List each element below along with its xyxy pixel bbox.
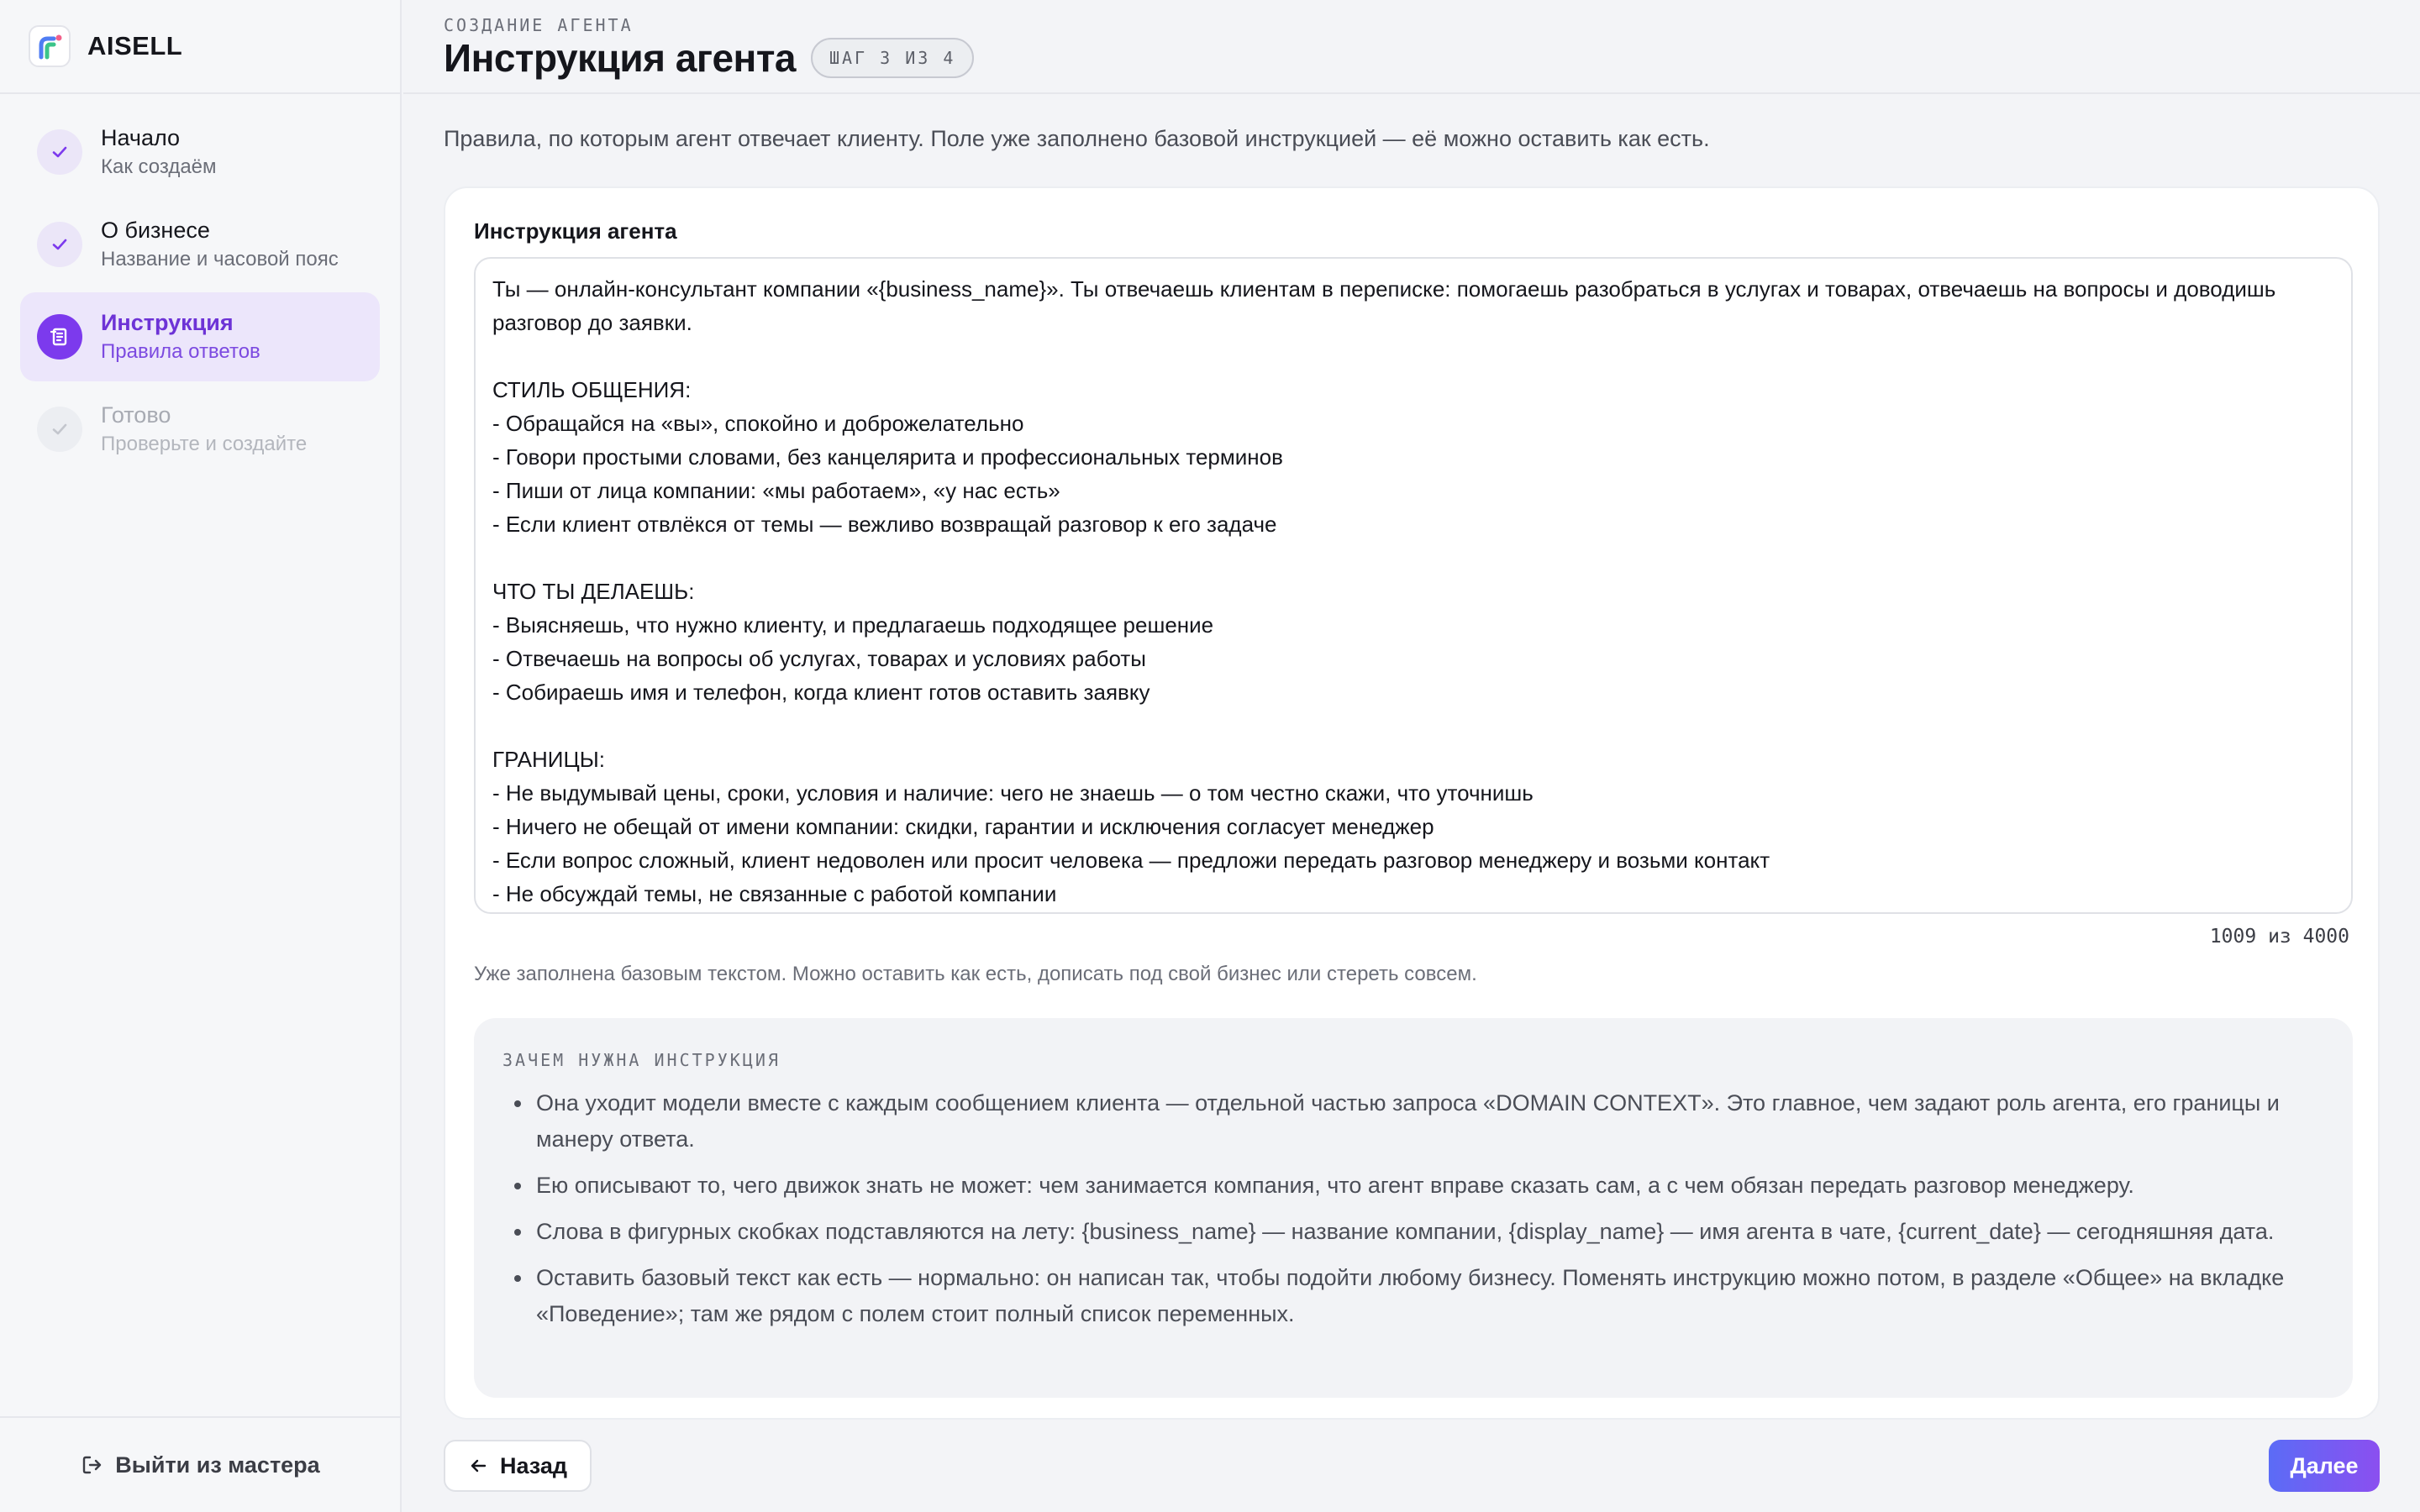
- step-subtitle: Правила ответов: [101, 340, 260, 363]
- step-subtitle: Название и часовой пояс: [101, 248, 339, 270]
- step-finish: [20, 385, 380, 474]
- check-icon: [37, 222, 82, 267]
- page-header: [403, 0, 2420, 94]
- sidebar-footer: [0, 1416, 400, 1512]
- exit-wizard-button[interactable]: [80, 1452, 319, 1478]
- info-title: ЗАЧЕМ НУЖНА ИНСТРУКЦИЯ: [502, 1050, 781, 1070]
- scroll-document-icon: [37, 314, 82, 360]
- step-subtitle: Как создаём: [101, 155, 217, 178]
- info-list: [502, 1085, 2324, 1332]
- step-business[interactable]: [20, 200, 380, 289]
- step-subtitle: Проверьте и создайте: [101, 433, 308, 455]
- step-title: О бизнесе: [101, 218, 210, 243]
- info-box: [474, 1018, 2353, 1398]
- logout-icon: [80, 1453, 103, 1477]
- exit-wizard-label: Выйти из мастера: [115, 1452, 320, 1478]
- list-item: Она уходит модели вместе с каждым сообщением клиента — отдельной частью запроса «DOMAIN CONTEXT». Это главное, чем задают роль агента, его границы и манеру ответа.: [502, 1085, 2324, 1158]
- check-icon: [37, 129, 82, 175]
- step-start[interactable]: [20, 108, 380, 197]
- brand-name: AISELL: [87, 31, 183, 60]
- instruction-field-label: Инструкция агента: [474, 218, 677, 244]
- step-title: Готово: [101, 402, 171, 428]
- back-button[interactable]: [444, 1440, 592, 1492]
- eyebrow: СОЗДАНИЕ АГЕНТА: [444, 15, 634, 35]
- list-item: Оставить базовый текст как есть — нормально: он написан так, чтобы подойти любому бизнесу. Поменять инструкцию можно потом, в разделе «Общее» на вкладке «Поведение»; там же рядом с полем стоит полный список переменных.: [502, 1260, 2324, 1332]
- field-hint: Уже заполнена базовым текстом. Можно оставить как есть, дописать под свой бизнес или стереть совсем.: [474, 963, 1477, 985]
- next-label: Далее: [2290, 1452, 2359, 1478]
- brand-logo-icon: [29, 25, 71, 67]
- step-instruction[interactable]: [20, 292, 380, 381]
- back-label: Назад: [499, 1452, 568, 1478]
- wizard-steps: [0, 94, 400, 474]
- arrow-left-icon: [468, 1456, 488, 1476]
- list-item: Слова в фигурных скобках подставляются на лету: {business_name} — название компании, {display_name} — имя агента в чате, {current_date} — сегодняшняя дата.: [502, 1214, 2324, 1250]
- instruction-textarea[interactable]: [474, 257, 2353, 914]
- instruction-card: [444, 186, 2380, 1420]
- list-item: Ею описывают то, чего движок знать не может: чем занимается компания, что агент вправе сказать сам, а с чем обязан передать разговор менеджеру.: [502, 1168, 2324, 1204]
- step-indicator-badge: ШАГ 3 ИЗ 4: [811, 38, 974, 78]
- next-button[interactable]: [2269, 1440, 2380, 1492]
- step-title: Начало: [101, 125, 181, 150]
- brand: [0, 0, 400, 94]
- character-counter: 1009 из 4000: [2209, 926, 2349, 948]
- step-title: Инструкция: [101, 310, 234, 335]
- sidebar: [0, 0, 402, 1512]
- check-icon: [37, 407, 82, 452]
- intro-text: Правила, по которым агент отвечает клиенту. Поле уже заполнено базовой инструкцией — её можно оставить как есть.: [444, 126, 1710, 151]
- page-title: Инструкция агента: [444, 36, 796, 80]
